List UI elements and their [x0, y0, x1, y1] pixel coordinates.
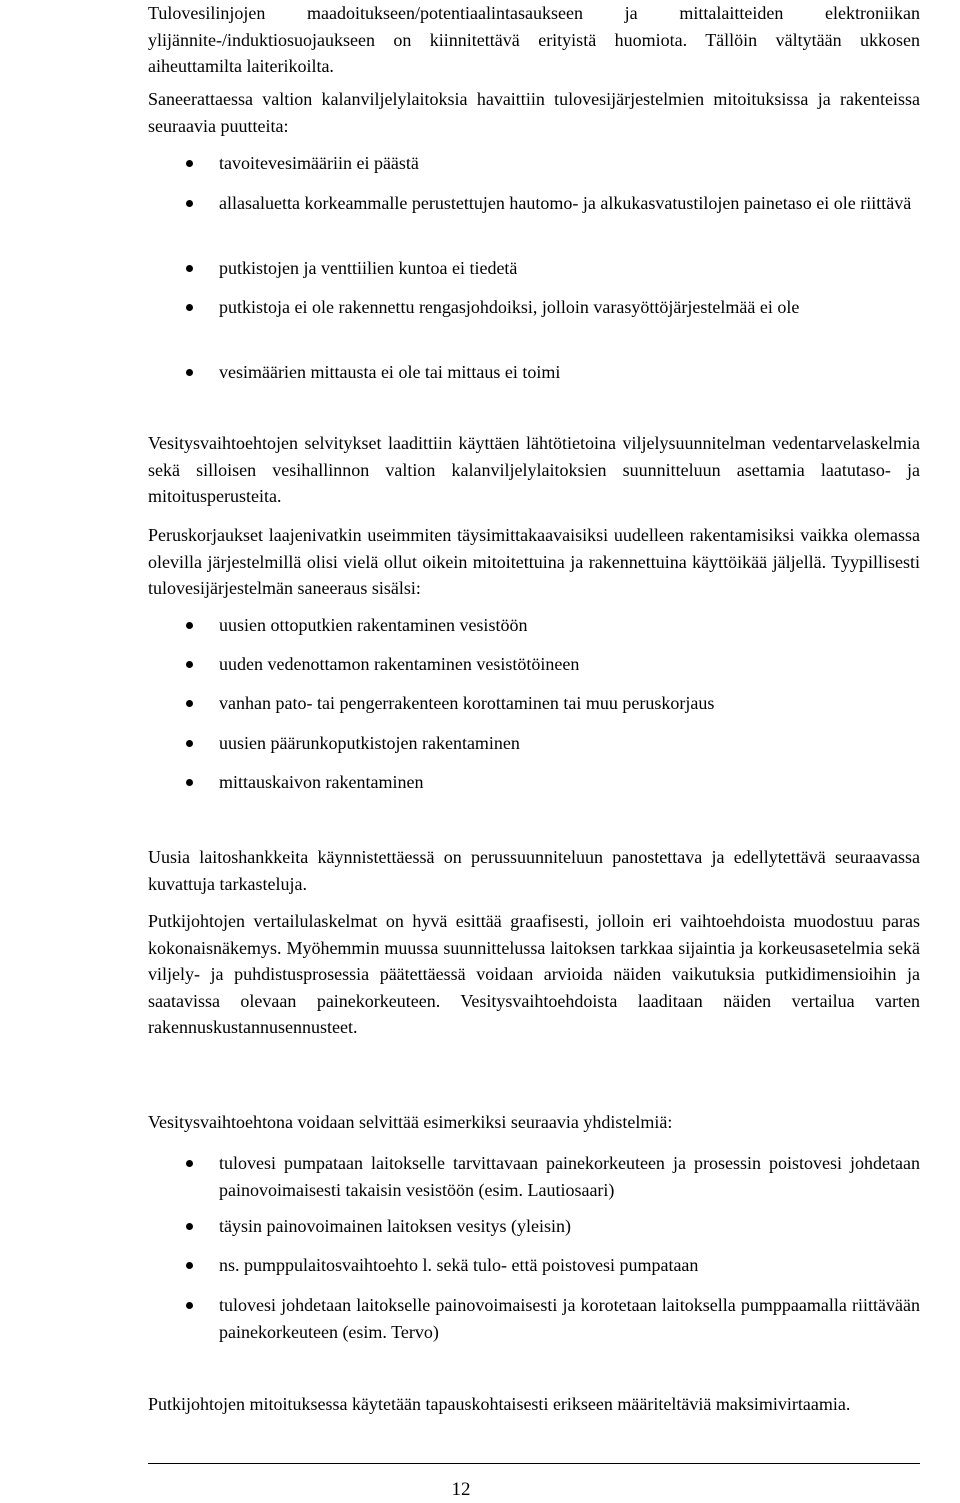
list-item-text: uusien ottoputkien rakentaminen vesistöön	[219, 615, 528, 635]
page-number: 12	[451, 1479, 471, 1500]
paragraph-renovations: Peruskorjaukset laajenivatkin useimmiten täysimittakaavaisiksi uudelleen rakentamisiksi vaikka olemassa olevilla järjestelmillä olisi vielä ollut oikein mitoitettuina ja rakennettuina käyttöikää jäljellä. Tyypillisesti tulovesijärjestelmän saneeraus sisälsi:	[148, 525, 920, 598]
list-item-text: tavoitevesimääriin ei päästä	[219, 153, 419, 173]
list-item-text: täysin painovoimainen laitoksen vesitys (yleisin)	[219, 1216, 571, 1236]
bullet-icon	[186, 200, 193, 207]
bullet-icon	[186, 779, 193, 786]
list-item-text: putkistoja ei ole rakennettu rengasjohdoiksi, jolloin varasyöttöjärjestelmää ei ole	[219, 297, 800, 317]
bullet-icon	[186, 304, 193, 311]
bullet-icon	[186, 1223, 193, 1230]
bullet-icon	[186, 1262, 193, 1269]
list-item-text: tulovesi johdetaan laitokselle painovoimaisesti ja korotetaan laitoksella pumppaamalla riittävään painekorkeuteen (esim. Tervo)	[219, 1295, 920, 1342]
paragraph-new-projects: Uusia laitoshankkeita käynnistettäessä on perussuunniteluun panostettava ja edellytettävä seuraavassa kuvattuja tarkasteluja.	[148, 847, 920, 894]
bullet-icon	[186, 369, 193, 376]
bullet-icon	[186, 265, 193, 272]
paragraph-alternatives-studies: Vesitysvaihtoehtojen selvitykset laadittiin käyttäen lähtötietoina viljelysuunnitelman vedentarvelaskelmia sekä silloisen vesihallinnon valtion kalanviljelylaitoksien suunnitteluun asettamia laatutaso- ja mitoitusperusteita.	[148, 433, 920, 506]
list-item-text: uuden vedenottamon rakentaminen vesistötöineen	[219, 654, 580, 674]
list-item-text: vanhan pato- tai pengerrakenteen korottaminen tai muu peruskorjaus	[219, 693, 715, 713]
bullet-icon	[186, 622, 193, 629]
list-item-text: ns. pumppulaitosvaihtoehto l. sekä tulo- että poistovesi pumpataan	[219, 1255, 699, 1275]
bullet-icon	[186, 1160, 193, 1167]
list-item-text: uusien päärunkoputkistojen rakentaminen	[219, 733, 520, 753]
bullet-icon	[186, 160, 193, 167]
paragraph-comparison: Putkijohtojen vertailulaskelmat on hyvä esittää graafisesti, jolloin eri vaihtoehdoista muodostuu paras kokonaisnäkemys. Myöhemmin muussa suunnittelussa laitoksen tarkkaa sijaintia ja korkeusasetelmia sekä viljely- ja puhdistusprosessia päätettäessä voidaan arvioida näiden vaikutuksia putkidimensioihin ja saatavissa olevaan painekorkeuteen. Vesitysvaihtoehdoista laaditaan näiden vertailua varten rakennuskustannusennusteet.	[148, 911, 920, 1037]
list-item-text: putkistojen ja venttiilien kuntoa ei tiedetä	[219, 258, 518, 278]
paragraph-combinations-intro: Vesitysvaihtoehtona voidaan selvittää esimerkiksi seuraavia yhdistelmiä:	[148, 1112, 673, 1132]
bullet-icon	[186, 740, 193, 747]
paragraph-deficiencies-intro: Saneerattaessa valtion kalanviljelylaitoksia havaittiin tulovesijärjestelmien mitoituksissa ja rakenteissa seuraavia puutteita:	[148, 89, 920, 136]
footer-divider	[148, 1463, 920, 1464]
list-item-text: tulovesi pumpataan laitokselle tarvittavaan painekorkeuteen ja prosessin poistovesi johdetaan painovoimaisesti takaisin vesistöön (esim. Lautiosaari)	[219, 1153, 920, 1200]
bullet-icon	[186, 1302, 193, 1309]
paragraph-max-flows: Putkijohtojen mitoituksessa käytetään tapauskohtaisesti erikseen määriteltäviä maksimivirtaamia.	[148, 1394, 851, 1414]
bullet-icon	[186, 661, 193, 668]
list-item-text: allasaluetta korkeammalle perustettujen hautomo- ja alkukasvatustilojen painetaso ei ole riittävä	[219, 193, 912, 213]
list-item-text: mittauskaivon rakentaminen	[219, 772, 424, 792]
bullet-icon	[186, 700, 193, 707]
list-item-text: vesimäärien mittausta ei ole tai mittaus ei toimi	[219, 362, 561, 382]
paragraph-grounding: Tulovesilinjojen maadoitukseen/potentiaalintasaukseen ja mittalaitteiden elektroniikan ylijännite-/induktiosuojaukseen on kiinnitettävä erityistä huomiota. Tällöin vältytään ukkosen aiheuttamilta laiterikoilta.	[148, 3, 920, 76]
